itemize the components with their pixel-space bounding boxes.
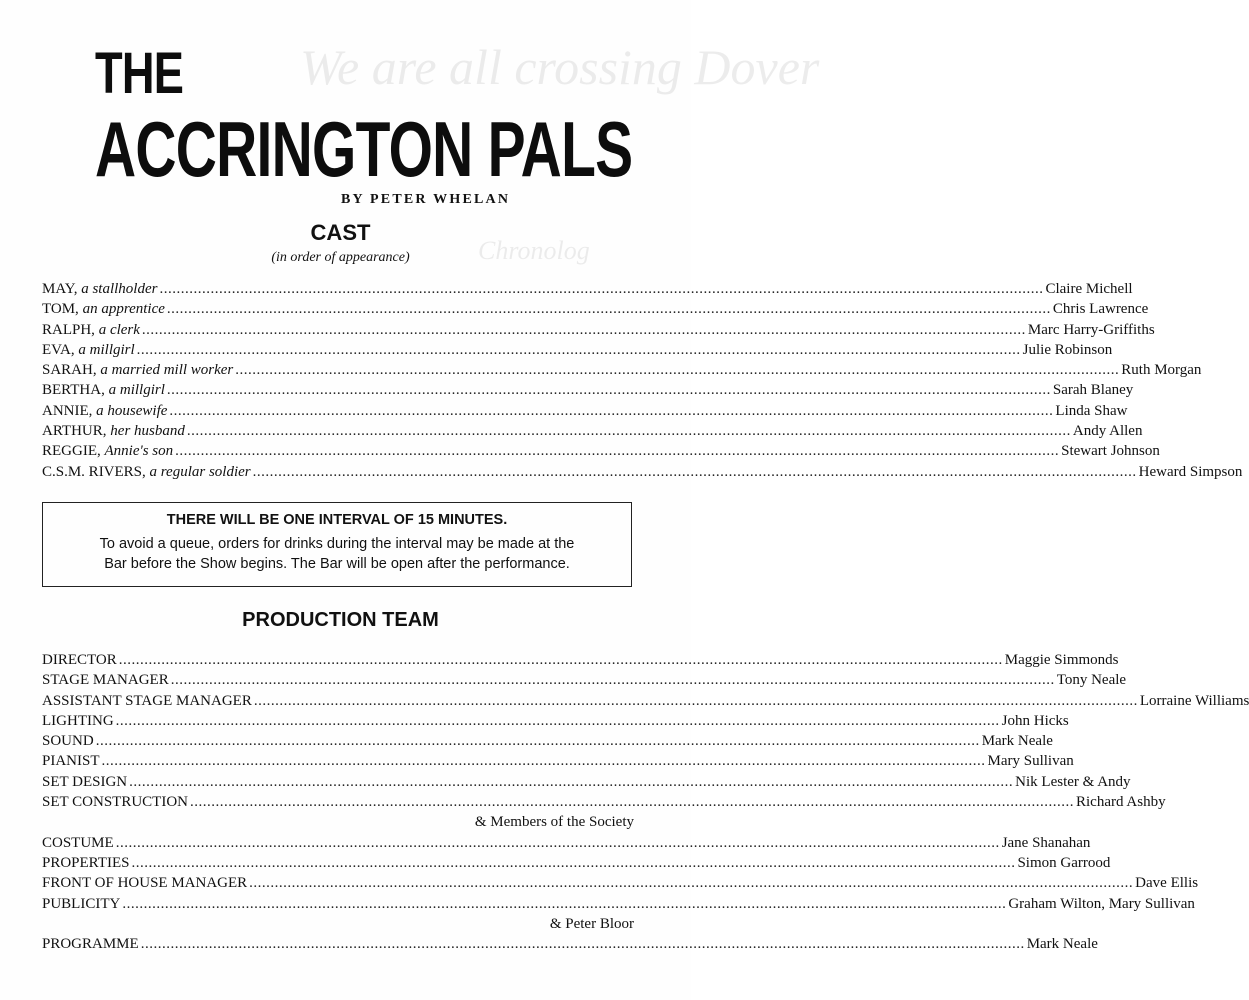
- crew-name: Mary Sullivan: [987, 753, 1074, 770]
- notice-body: [43, 534, 631, 574]
- production-heading: PRODUCTION TEAM: [242, 609, 439, 631]
- author-byline: BY PETER WHELAN: [341, 192, 511, 207]
- actor-name: Linda Shaw: [1055, 402, 1128, 419]
- actor-name: Sarah Blaney: [1052, 382, 1134, 399]
- actor-name: Andy Allen: [1072, 423, 1143, 440]
- crew-role: SET CONSTRUCTION: [42, 794, 188, 811]
- actor-name: Marc Harry-Griffiths: [1027, 321, 1155, 338]
- crew-row: [42, 670, 1127, 690]
- production-list: [42, 650, 1249, 954]
- character-name: TOM,: [42, 301, 79, 318]
- crew-row: [42, 833, 1091, 853]
- notice-line: Bar before the Show begins. The Bar will be open after the performance.: [104, 556, 570, 572]
- cast-row: [42, 421, 1143, 441]
- character-name: BERTHA,: [42, 382, 105, 399]
- cast-row: [42, 299, 1149, 319]
- crew-role: SOUND: [42, 733, 94, 750]
- character-name: ANNIE,: [42, 402, 93, 419]
- crew-role: PROGRAMME: [42, 936, 139, 953]
- character-name: RALPH,: [42, 321, 95, 338]
- character-name: C.S.M. RIVERS,: [42, 463, 146, 480]
- interval-notice: [42, 502, 632, 587]
- crew-row: [42, 711, 1069, 731]
- cast-list: [42, 279, 1243, 482]
- character-role: a stallholder: [81, 281, 158, 297]
- crew-row: [42, 853, 1111, 873]
- character-role: Annie's son: [104, 443, 174, 460]
- crew-row: [42, 934, 1098, 954]
- character-name: EVA,: [42, 341, 75, 358]
- cast-subheading: (in order of appearance): [271, 250, 410, 265]
- crew-name: Lorraine Williams: [1139, 692, 1249, 709]
- cast-row: [42, 279, 1133, 299]
- crew-role: PIANIST: [42, 753, 100, 770]
- character-role: a regular soldier: [149, 463, 251, 480]
- crew-name: Jane Shanahan: [1001, 834, 1091, 851]
- crew-role: SET DESIGN: [42, 773, 128, 790]
- cast-heading: CAST: [310, 220, 371, 245]
- crew-name: Mark Neale: [1026, 936, 1098, 953]
- title-the: THE: [95, 41, 184, 106]
- crew-role: STAGE MANAGER: [42, 672, 169, 689]
- cast-row: [42, 401, 1128, 421]
- actor-name: Julie Robinson: [1022, 341, 1113, 358]
- crew-name: Richard Ashby: [1076, 794, 1166, 811]
- crew-row: [42, 772, 1131, 792]
- show-through-subheading: Chronolog: [478, 236, 590, 265]
- crew-name-continued: & Members of the Society: [474, 814, 634, 831]
- crew-name: Mark Neale: [981, 733, 1053, 750]
- crew-name: Graham Wilton, Mary Sullivan: [1008, 895, 1195, 912]
- cast-row: [42, 340, 1113, 360]
- character-name: ARTHUR,: [42, 423, 107, 440]
- character-role: a millgirl: [108, 382, 165, 399]
- crew-name: John Hicks: [1001, 712, 1069, 729]
- crew-role: COSTUME: [42, 834, 114, 851]
- character-role: a millgirl: [78, 341, 135, 358]
- notice-line: To avoid a queue, orders for drinks during the interval may be made at the: [99, 536, 575, 552]
- character-role: an apprentice: [82, 301, 165, 318]
- crew-name: Maggie Simmonds: [1004, 652, 1119, 668]
- character-role: her husband: [110, 423, 185, 440]
- crew-name: Nik Lester & Andy: [1015, 773, 1131, 790]
- cast-row: [42, 360, 1202, 380]
- crew-row: [42, 691, 1249, 711]
- actor-name: Heward Simpson: [1138, 463, 1243, 480]
- cast-row: [42, 462, 1243, 482]
- crew-row: [42, 731, 1053, 751]
- actor-name: Chris Lawrence: [1052, 301, 1149, 318]
- cast-row: [42, 380, 1134, 400]
- crew-role: DIRECTOR: [42, 652, 117, 668]
- crew-name: Tony Neale: [1056, 672, 1127, 689]
- crew-name: Simon Garrood: [1017, 854, 1111, 871]
- crew-row: [42, 650, 1119, 670]
- crew-row: [42, 873, 1199, 893]
- play-title: ACCRINGTON PALS: [95, 105, 633, 193]
- character-name: SARAH,: [42, 362, 97, 379]
- crew-role: ASSISTANT STAGE MANAGER: [42, 692, 252, 709]
- crew-row: [42, 894, 1195, 914]
- crew-row: [42, 792, 1166, 812]
- notice-heading: THERE WILL BE ONE INTERVAL OF 15 MINUTES.: [166, 512, 508, 528]
- crew-row: [42, 751, 1074, 771]
- crew-name: Dave Ellis: [1135, 875, 1199, 892]
- show-through-heading: We are all crossing Dover: [300, 39, 820, 95]
- crew-role: FRONT OF HOUSE MANAGER: [42, 875, 248, 892]
- cast-row: [42, 441, 1160, 461]
- crew-role: LIGHTING: [42, 712, 114, 729]
- crew-role: PROPERTIES: [42, 854, 130, 871]
- crew-name-continued: & Peter Bloor: [549, 915, 634, 932]
- cast-row: [42, 320, 1155, 340]
- character-role: a housewife: [96, 402, 168, 419]
- crew-role: PUBLICITY: [42, 895, 121, 912]
- character-name: REGGIE,: [42, 443, 101, 460]
- character-role: a married mill worker: [100, 362, 234, 379]
- actor-name: Claire Michell: [1045, 281, 1133, 297]
- character-role: a clerk: [98, 321, 140, 338]
- actor-name: Stewart Johnson: [1061, 443, 1160, 460]
- actor-name: Ruth Morgan: [1121, 362, 1202, 379]
- character-name: MAY,: [42, 281, 78, 297]
